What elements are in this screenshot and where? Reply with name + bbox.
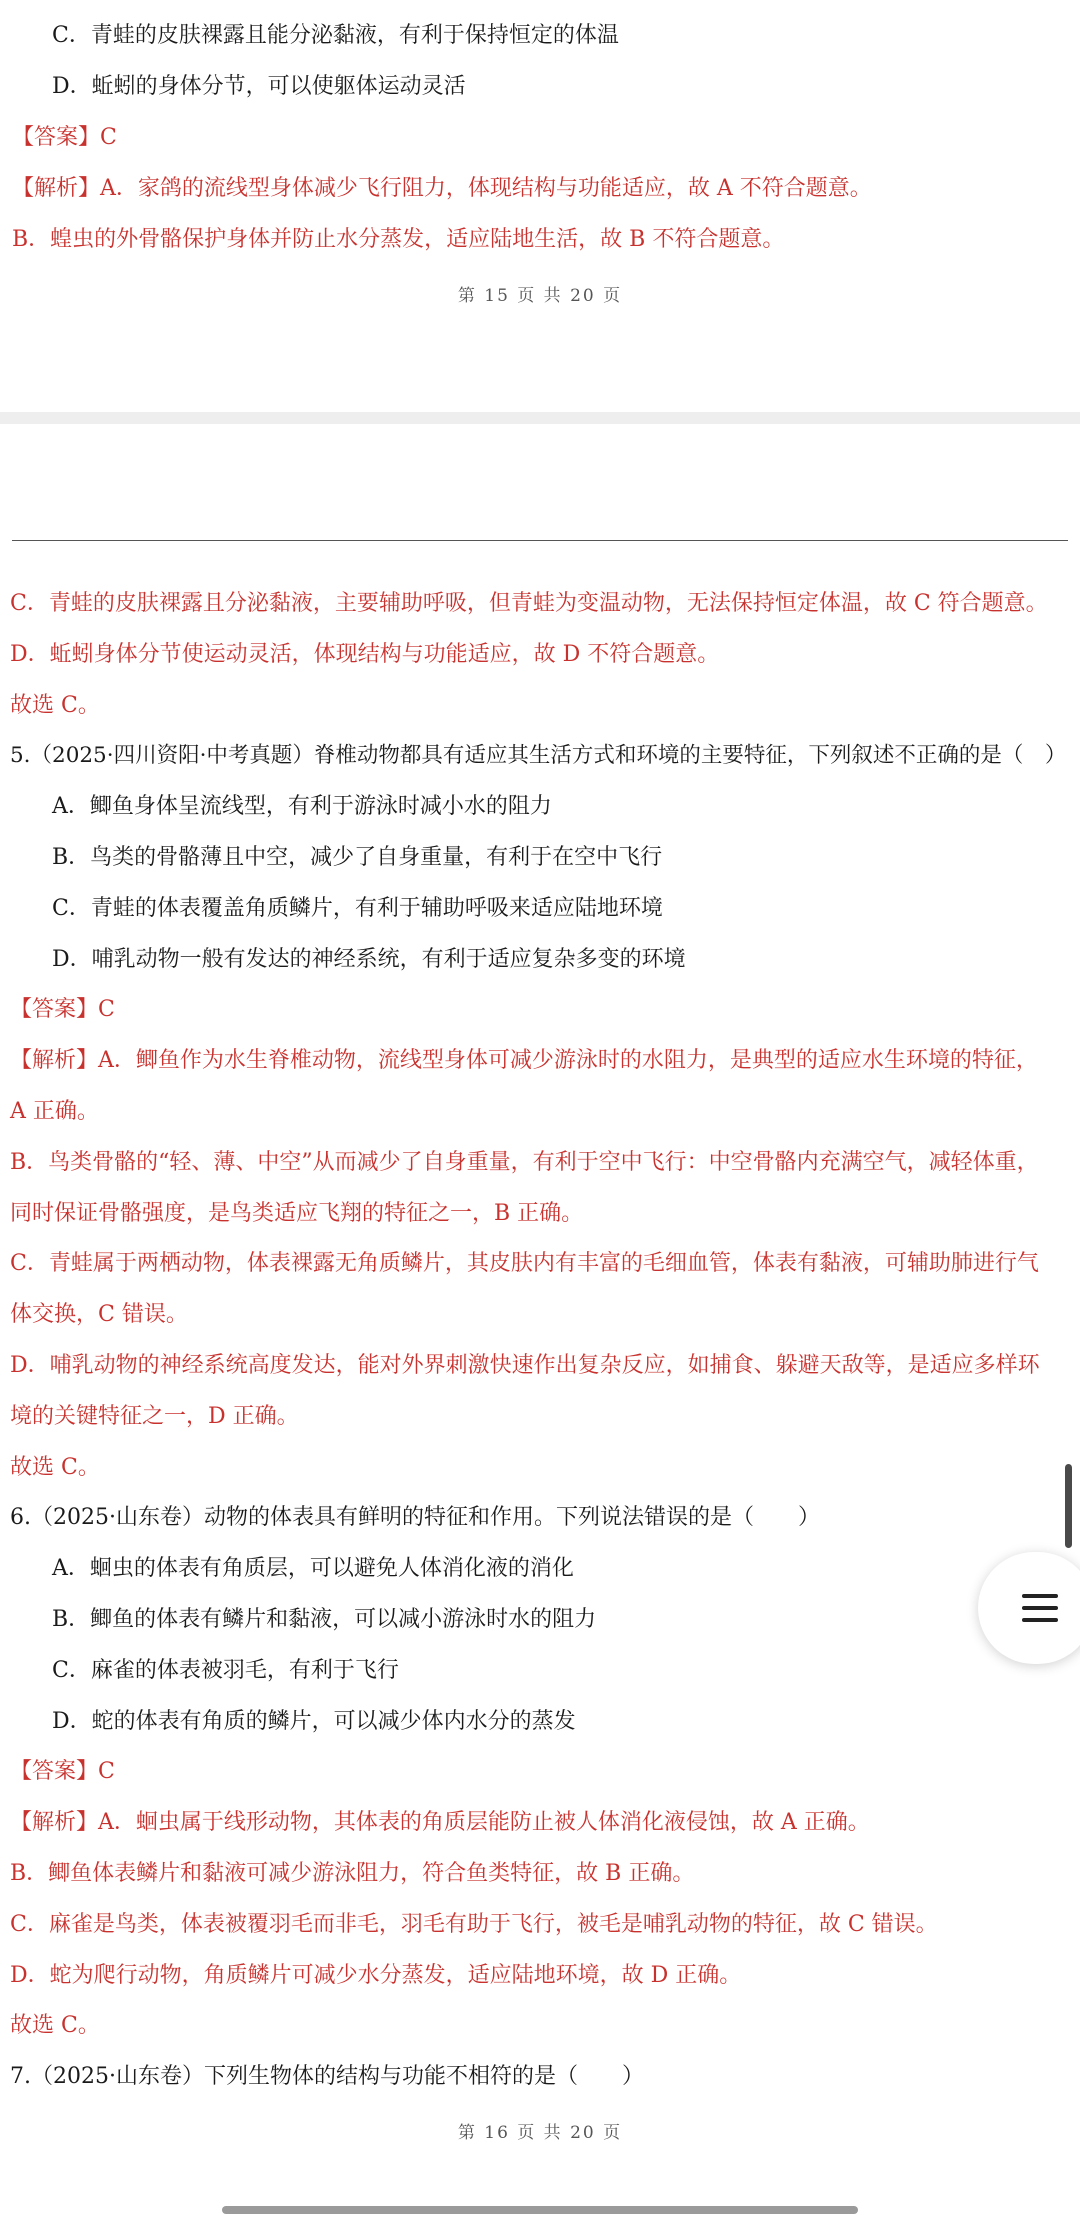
answer-option: A．蛔虫的体表有角质层，可以避免人体消化液的消化	[52, 1556, 574, 1582]
question-stem: 5.（2025·四川资阳·中考真题）脊椎动物都具有适应其生活方式和环境的主要特征，下列叙述不正确的是（ ）	[10, 743, 1067, 769]
answer-option: B．鸟类的骨骼薄且中空，减少了自身重量，有利于在空中飞行	[52, 845, 663, 870]
answer-explanation-line: 【解析】A．鲫鱼作为水生脊椎动物，流线型身体可减少游泳时的水阻力，是典型的适应水生环境的特征，	[10, 1048, 1038, 1074]
menu-icon	[1022, 1594, 1058, 1622]
answer-explanation-line: 【答案】C	[12, 125, 117, 150]
answer-explanation-line: C．青蛙的皮肤裸露且分泌黏液，主要辅助呼吸，但青蛙为变温动物，无法保持恒定体温，故 C 符合题意。	[10, 591, 1048, 616]
answer-option: D．蚯蚓的身体分节，可以使躯体运动灵活	[52, 74, 466, 99]
answer-explanation-line: A 正确。	[10, 1099, 99, 1124]
header-rule	[12, 540, 1068, 541]
answer-explanation-line: B．蝗虫的外骨骼保护身体并防止水分蒸发，适应陆地生活，故 B 不符合题意。	[12, 227, 785, 252]
answer-explanation-line: D．蛇为爬行动物，角质鳞片可减少水分蒸发，适应陆地环境，故 D 正确。	[10, 1962, 742, 1988]
page-number-footer: 第 15 页 共 20 页	[457, 286, 623, 306]
answer-explanation-line: 故选 C。	[10, 1454, 100, 1480]
answer-explanation-line: C．麻雀是鸟类，体表被覆羽毛而非毛，羽毛有助于飞行，被毛是哺乳动物的特征，故 C 错误。	[10, 1911, 938, 1937]
page-separator	[0, 412, 1080, 424]
answer-option: B．鲫鱼的体表有鳞片和黏液，可以减小游泳时水的阻力	[52, 1607, 597, 1632]
answer-explanation-line: 故选 C。	[10, 692, 100, 718]
answer-explanation-line: D．蚯蚓身体分节使运动灵活，体现结构与功能适应，故 D 不符合题意。	[10, 641, 720, 667]
answer-option: A．鲫鱼身体呈流线型，有利于游泳时减小水的阻力	[52, 794, 552, 820]
answer-option: C．青蛙的体表覆盖角质鳞片，有利于辅助呼吸来适应陆地环境	[52, 895, 663, 921]
home-indicator[interactable]	[222, 2206, 858, 2214]
answer-option: D．蛇的体表有角质的鳞片，可以减少体内水分的蒸发	[52, 1708, 576, 1734]
answer-explanation-line: 同时保证骨骼强度，是鸟类适应飞翔的特征之一，B 正确。	[10, 1200, 584, 1226]
document-page-15	[0, 0, 1080, 412]
document-page-16	[0, 424, 1080, 2221]
answer-explanation-line: 【答案】C	[10, 1759, 115, 1785]
answer-explanation-line: 境的关键特征之一，D 正确。	[10, 1403, 299, 1429]
question-stem: 6.（2025·山东卷）动物的体表具有鲜明的特征和作用。下列说法错误的是（ ）	[10, 1505, 820, 1531]
answer-explanation-line: 故选 C。	[10, 2013, 100, 2039]
question-stem: 7.（2025·山东卷）下列生物体的结构与功能不相符的是（ ）	[10, 2064, 644, 2090]
scrollbar-thumb[interactable]	[1065, 1464, 1072, 1548]
answer-explanation-line: B．鸟类骨骼的“轻、薄、中空”从而减少了自身重量，有利于空中飞行：中空骨骼内充满空气，减轻体重，	[10, 1149, 1039, 1175]
answer-explanation-line: 【解析】A．蛔虫属于线形动物，其体表的角质层能防止被人体消化液侵蚀，故 A 正确。	[10, 1810, 870, 1836]
answer-explanation-line: D．哺乳动物的神经系统高度发达，能对外界刺激快速作出复杂反应，如捕食、躲避天敌等，是适应多样环	[10, 1353, 1040, 1378]
answer-explanation-line: 【答案】C	[10, 997, 115, 1023]
answer-option: D．哺乳动物一般有发达的神经系统，有利于适应复杂多变的环境	[52, 946, 686, 972]
answer-option: C．麻雀的体表被羽毛，有利于飞行	[52, 1657, 399, 1683]
page-number-footer: 第 16 页 共 20 页	[457, 2123, 623, 2143]
answer-option: C．青蛙的皮肤裸露且能分泌黏液，有利于保持恒定的体温	[52, 23, 619, 48]
answer-explanation-line: C．青蛙属于两栖动物，体表裸露无角质鳞片，其皮肤内有丰富的毛细血管，体表有黏液，可辅助肺进行气	[10, 1251, 1039, 1277]
answer-explanation-line: 【解析】A．家鸽的流线型身体减少飞行阻力，体现结构与功能适应，故 A 不符合题意。	[12, 176, 872, 201]
answer-explanation-line: 体交换，C 错误。	[10, 1302, 188, 1328]
answer-explanation-line: B．鲫鱼体表鳞片和黏液可减少游泳阻力，符合鱼类特征，故 B 正确。	[10, 1861, 695, 1886]
